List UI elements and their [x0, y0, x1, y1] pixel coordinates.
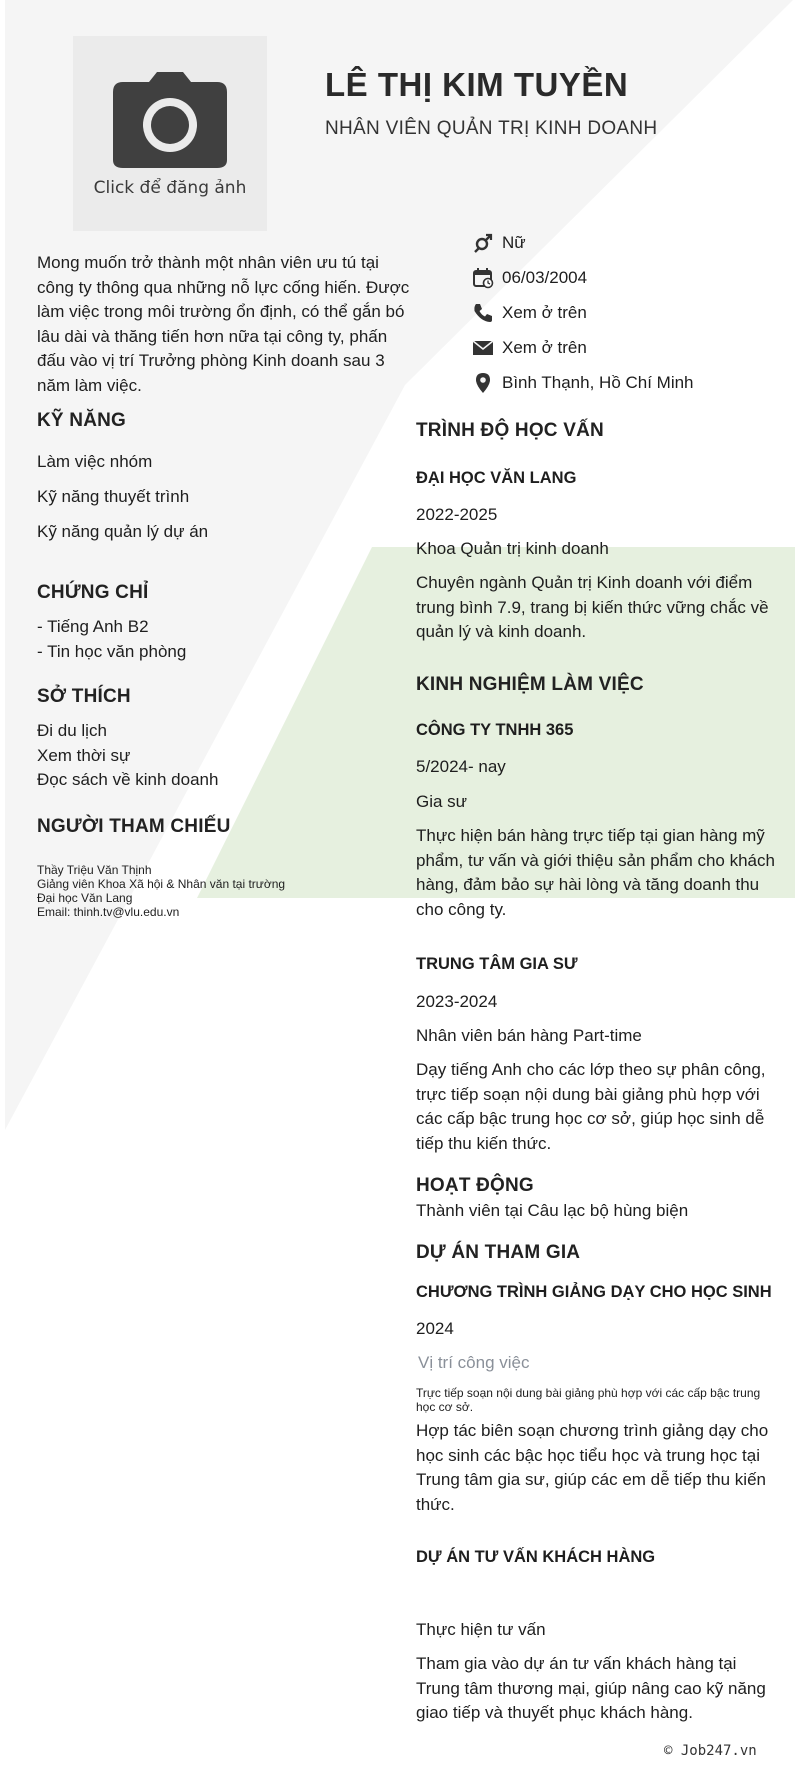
project-description: Hợp tác biên soạn chương trình giảng dạy cho học sinh các bậc học tiểu học và trung học tại Trung tâm gia sư, giúp các em dễ tiếp thu kiến thức.: [416, 1421, 769, 1514]
skill-item: Kỹ năng quản lý dự án: [37, 522, 209, 541]
project-note: Trực tiếp soạn nội dung bài giảng phù hợp với các cấp bậc trung học cơ sở.: [416, 1386, 761, 1414]
contact-dob: [472, 260, 694, 295]
gender-icon: [472, 232, 494, 254]
certificate-item: - Tiếng Anh B2: [37, 617, 149, 636]
envelope-icon: [472, 337, 494, 359]
education-faculty: Khoa Quản trị kinh doanh: [416, 539, 609, 558]
project-period: 2024: [416, 1319, 454, 1338]
certificates-heading: CHỨNG CHỈ: [37, 582, 149, 603]
project-name: DỰ ÁN TƯ VẤN KHÁCH HÀNG: [416, 1548, 656, 1566]
projects-heading: DỰ ÁN THAM GIA: [416, 1242, 581, 1263]
candidate-name: LÊ THỊ KIM TUYỀN: [325, 66, 629, 103]
job-company: TRUNG TÂM GIA SƯ: [416, 955, 578, 973]
job-position: Gia sư: [416, 792, 468, 811]
location-pin-icon: [472, 372, 494, 394]
job-company: CÔNG TY TNHH 365: [416, 721, 574, 739]
camera-icon: [111, 70, 229, 170]
contact-email: [472, 330, 694, 365]
activities-heading: HOẠT ĐỘNG: [416, 1175, 534, 1196]
education-description: Chuyên ngành Quản trị Kinh doanh với điểm trung bình 7.9, trang bị kiến thức vững chắc về quản lý và kinh doanh.: [416, 573, 769, 641]
job-position: Nhân viên bán hàng Part-time: [416, 1026, 642, 1045]
education-heading: TRÌNH ĐỘ HỌC VẤN: [416, 420, 604, 441]
email-value: Xem ở trên: [502, 337, 587, 357]
job-description: Dạy tiếng Anh cho các lớp theo sự phân công, trực tiếp soạn nội dung bài giảng phù hợp với các cấp bậc trung học cơ sở, giúp học sinh dễ tiếp thu kiến thức.: [416, 1060, 766, 1153]
hobbies-heading: SỞ THÍCH: [37, 686, 131, 707]
reference-line: Giảng viên Khoa Xã hội & Nhân văn tại trường: [37, 877, 286, 891]
reference-line: Email: thinh.tv@vlu.edu.vn: [37, 905, 180, 919]
hobby-item: Đi du lịch: [37, 721, 107, 740]
job-description: Thực hiện bán hàng trực tiếp tại gian hàng mỹ phẩm, tư vấn và giới thiệu sản phẩm cho khách hàng, đảm bảo sự hài lòng và tăng doanh thu cho công ty.: [416, 826, 775, 919]
contact-phone: [472, 295, 694, 330]
project-position: Thực hiện tư vấn: [416, 1620, 546, 1639]
project-position-placeholder[interactable]: Vị trí công việc: [418, 1353, 530, 1372]
project-description: Tham gia vào dự án tư vấn khách hàng tại Trung tâm thương mại, giúp nâng cao kỹ năng giao tiếp và thuyết phục khách hàng.: [416, 1654, 766, 1722]
contact-list: [472, 225, 694, 400]
reference-line: Thầy Triệu Văn Thịnh: [37, 863, 152, 877]
address-value: Bình Thạnh, Hồ Chí Minh: [502, 372, 694, 392]
phone-icon: [472, 302, 494, 324]
experience-heading: KINH NGHIỆM LÀM VIỆC: [416, 674, 644, 695]
career-objective: Mong muốn trở thành một nhân viên ưu tú tại công ty thông qua những nỗ lực cống hiến. Được làm việc trong môi trường ổn định, có thể gắn bó lâu dài và thăng tiến hơn nữa tại công ty, phấn đấu vào vị trí Trưởng phòng Kinh doanh sau 3 năm làm việc.: [37, 253, 410, 395]
activities-text: Thành viên tại Câu lạc bộ hùng biện: [416, 1201, 689, 1220]
project-name: CHƯƠNG TRÌNH GIẢNG DẠY CHO HỌC SINH: [416, 1283, 772, 1301]
job-period: 2023-2024: [416, 992, 498, 1011]
certificate-item: - Tin học văn phòng: [37, 642, 187, 661]
gender-value: Nữ: [502, 232, 526, 252]
contact-address: [472, 365, 694, 400]
calendar-icon: [472, 267, 494, 289]
skill-item: Làm việc nhóm: [37, 452, 153, 471]
phone-value: Xem ở trên: [502, 302, 587, 322]
job-period: 5/2024- nay: [416, 757, 506, 776]
contact-gender: [472, 225, 694, 260]
references-heading: NGƯỜI THAM CHIẾU: [37, 816, 231, 837]
hobby-item: Đọc sách về kinh doanh: [37, 770, 219, 789]
skill-item: Kỹ năng thuyết trình: [37, 487, 190, 506]
education-period: 2022-2025: [416, 505, 498, 524]
footer-watermark: © Job247.vn: [664, 1743, 757, 1759]
hobby-item: Xem thời sự: [37, 746, 131, 765]
reference-block: [37, 863, 337, 919]
dob-value: 06/03/2004: [502, 267, 588, 287]
photo-label: Click để đăng ảnh: [93, 177, 247, 198]
candidate-job-title: NHÂN VIÊN QUẢN TRỊ KINH DOANH: [325, 118, 658, 139]
skills-heading: KỸ NĂNG: [37, 410, 127, 431]
education-school: ĐẠI HỌC VĂN LANG: [416, 469, 577, 487]
photo-upload[interactable]: [73, 36, 267, 231]
reference-line: Đại học Văn Lang: [37, 891, 133, 905]
